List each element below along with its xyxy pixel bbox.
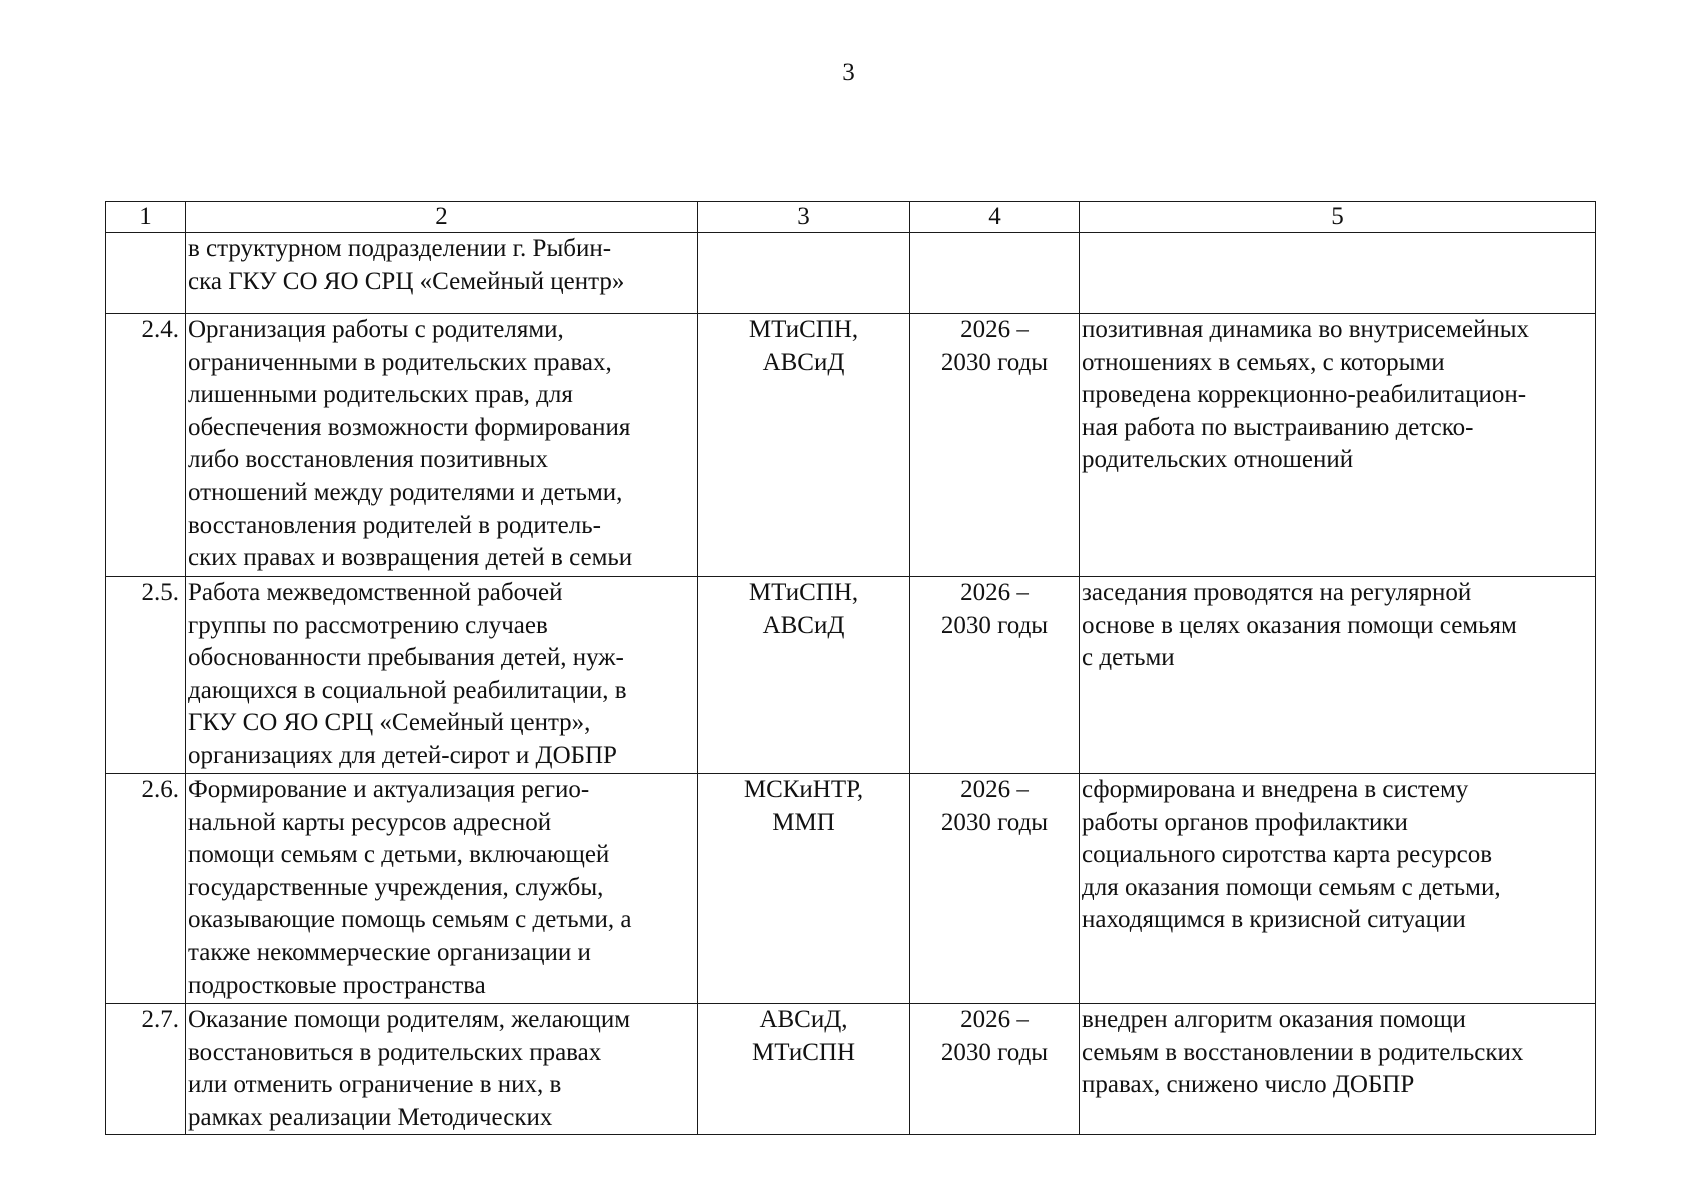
cell-line: ска ГКУ СО ЯО СРЦ «Семейный центр» — [188, 267, 625, 295]
cell-line: ограниченными в родительских правах, — [188, 348, 612, 376]
cell-line: семьям в восстановлении в родительских — [1082, 1038, 1524, 1066]
measures-table — [105, 201, 1596, 1135]
item-term — [910, 233, 1080, 314]
cell-line: правах, снижено число ДОБПР — [1082, 1071, 1415, 1099]
cell-line: позитивная динамика во внутрисемейных — [1082, 316, 1529, 343]
cell-line: социального сиротства карта ресурсов — [1082, 841, 1493, 869]
item-description — [186, 577, 698, 774]
cell-line: помощи семьям с детьми, включающей — [188, 841, 610, 869]
cell-line: 2030 годы — [940, 808, 1049, 836]
cell-line: или отменить ограничение в них, в — [188, 1071, 562, 1099]
item-responsible — [698, 577, 910, 774]
cell-line: для оказания помощи семьям с детьми, — [1082, 873, 1501, 901]
cell-line: АВСиД, — [759, 1006, 848, 1033]
item-result — [1080, 774, 1596, 1004]
cell-line: находящимся в кризисной ситуации — [1082, 906, 1466, 934]
item-term — [910, 774, 1080, 1004]
item-description — [186, 314, 698, 577]
column-header: 1 — [106, 202, 186, 233]
item-result — [1080, 577, 1596, 774]
table-row — [106, 233, 1596, 314]
cell-line: родительских отношений — [1082, 446, 1354, 474]
item-description — [186, 1004, 698, 1135]
item-term — [910, 577, 1080, 774]
cell-line: МСКиНТР, — [743, 776, 864, 803]
cell-line: МТиСПН — [751, 1038, 856, 1066]
table-row — [106, 1004, 1596, 1135]
cell-line: подростковые пространства — [188, 971, 486, 999]
column-header: 5 — [1080, 202, 1596, 233]
cell-line: внедрен алгоритм оказания помощи — [1082, 1006, 1466, 1033]
cell-line: дающихся в социальной реабилитации, в — [188, 676, 627, 704]
cell-line: работы органов профилактики — [1082, 808, 1408, 836]
item-number: 2.5. — [106, 577, 186, 774]
cell-line: Оказание помощи родителям, желающим — [188, 1006, 631, 1033]
column-header: 2 — [186, 202, 698, 233]
cell-line: с детьми — [1082, 644, 1175, 672]
cell-line: либо восстановления позитивных — [188, 446, 548, 474]
cell-line: сформирована и внедрена в систему — [1082, 776, 1469, 803]
cell-line: МТиСПН, — [748, 316, 859, 343]
cell-line: ГКУ СО ЯО СРЦ «Семейный центр», — [188, 709, 591, 737]
cell-line: отношений между родителями и детьми, — [188, 478, 623, 506]
item-number — [106, 233, 186, 314]
item-number: 2.6. — [106, 774, 186, 1004]
cell-line: также некоммерческие организации и — [188, 938, 591, 966]
item-responsible — [698, 774, 910, 1004]
cell-line: рамках реализации Методических — [188, 1103, 553, 1131]
cell-line: государственные учреждения, службы, — [188, 873, 604, 901]
cell-line: Работа межведомственной рабочей — [188, 579, 563, 606]
cell-line: заседания проводятся на регулярной — [1082, 579, 1472, 606]
cell-line: Формирование и актуализация регио- — [188, 776, 590, 803]
cell-line: 2030 годы — [940, 611, 1049, 639]
table-header-row — [106, 202, 1596, 233]
item-result — [1080, 314, 1596, 577]
cell-line: основе в целях оказания помощи семьям — [1082, 611, 1517, 639]
item-responsible — [698, 1004, 910, 1135]
item-responsible — [698, 233, 910, 314]
cell-line: восстановиться в родительских правах — [188, 1038, 602, 1066]
table-row — [106, 774, 1596, 1004]
cell-line: отношениях в семьях, с которыми — [1082, 348, 1445, 376]
item-term — [910, 1004, 1080, 1135]
cell-line: 2030 годы — [940, 348, 1049, 376]
cell-line: восстановления родителей в родитель- — [188, 511, 601, 539]
cell-line: Организация работы с родителями, — [188, 316, 564, 343]
cell-line: 2026 – — [960, 579, 1029, 606]
cell-line: 2026 – — [960, 316, 1029, 343]
cell-line: 2026 – — [960, 1006, 1029, 1033]
cell-line: оказывающие помощь семьям с детьми, а — [188, 906, 632, 934]
cell-line: обоснованности пребывания детей, нуж- — [188, 644, 624, 672]
cell-line: в структурном подразделении г. Рыбин- — [188, 235, 612, 262]
cell-line: лишенными родительских прав, для — [188, 381, 573, 409]
cell-line: ских правах и возвращения детей в семьи — [188, 544, 633, 572]
column-header: 3 — [698, 202, 910, 233]
table-row — [106, 314, 1596, 577]
cell-line: нальной карты ресурсов адресной — [188, 808, 552, 836]
column-header: 4 — [910, 202, 1080, 233]
cell-line: ММП — [772, 808, 835, 836]
item-term — [910, 314, 1080, 577]
item-description — [186, 233, 698, 314]
cell-line: ная работа по выстраиванию детско- — [1082, 413, 1474, 441]
item-result — [1080, 1004, 1596, 1135]
table-row — [106, 577, 1596, 774]
item-number: 2.4. — [106, 314, 186, 577]
cell-line: 2026 – — [960, 776, 1029, 803]
cell-line: 2030 годы — [940, 1038, 1049, 1066]
item-number: 2.7. — [106, 1004, 186, 1135]
cell-line: организациях для детей-сирот и ДОБПР — [188, 741, 617, 769]
item-description — [186, 774, 698, 1004]
item-result — [1080, 233, 1596, 314]
cell-line: АВСиД — [762, 348, 845, 376]
cell-line: группы по рассмотрению случаев — [188, 611, 548, 639]
cell-line: АВСиД — [762, 611, 845, 639]
cell-line: обеспечения возможности формирования — [188, 413, 631, 441]
cell-line: МТиСПН, — [748, 579, 859, 606]
item-responsible — [698, 314, 910, 577]
page-number: 3 — [842, 59, 855, 86]
cell-line: проведена коррекционно-реабилитацион- — [1082, 381, 1527, 409]
